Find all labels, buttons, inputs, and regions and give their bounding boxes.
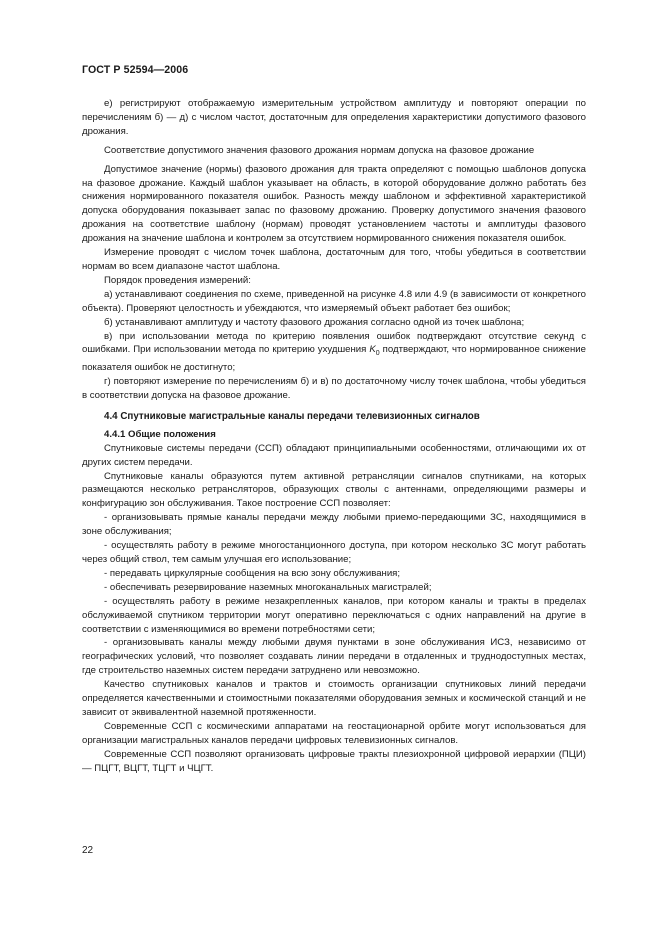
paragraph-jitter-norms: Допустимое значение (нормы) фазового дрожания для тракта определяют с помощью шаблонов допуска на фазовое дрожание. Каждый шаблон указывает на область, в которой оборудование должно работать без снижения нормированного показателя ошибок. Разность между шаблоном и эффективной характеристикой допуска оборудования показывает запас по фазовому дрожанию. Проверку допустимого значения фазового дрожания на соответствие шаблону (нормам) проводят установлением частоты и амплитуды фазового дрожания на значение шаблона и контролем за отсутствием нормированного снижения показателя ошибок. [82,163,586,245]
k-symbol: K [369,344,376,356]
paragraph-procedure-title: Порядок проведения измерений: [104,274,251,286]
page-content [82,97,586,776]
list-item-step-a: а) устанавливают соединения по схеме, приведенной на рисунке 4.8 или 4.9 (в зависимости от конкретного объекта). Проверяют целостность и убеждаются, что измеряемый объект работает без ошибок; [82,288,586,314]
paragraph-compliance-title: Соответствие допустимого значения фазового дрожания нормам допуска на фазовое дрожание [104,144,535,156]
paragraph-ssp-features: Спутниковые системы передачи (ССП) обладают принципиальными особенностями, отличающими их от других систем передачи. [82,442,586,468]
list-item-circular-messages: - передавать циркулярные сообщения на всю зону обслуживания; [104,567,401,579]
k-subscript: 0 [375,350,380,358]
page-number: 22 [82,845,94,856]
list-item-unassigned-channels: - осуществлять работу в режиме незакрепленных каналов, при котором каналы и тракты в пределах обслуживаемой спутником территории могут оперативно переключаться с одних направлений на другие в соответствии с изменяющимися во времени потребностями сети; [82,595,586,635]
list-item-multiple-access: - осуществлять работу в режиме многостанционного доступа, при котором несколько ЗС могут работать через общий ствол, тем самым улучшая его использование; [82,540,586,565]
step-v-text-start: в) при использовании метода по критерию появления ошибок подтверждают отсутствие секунд с ошибками. При использовании метода по критерию ухудшения [82,330,586,356]
paragraph-satellite-channels: Спутниковые каналы образуются путем активной ретрансляции сигналов спутниками, на которых размещаются несколько ретрансляторов, образующих стволы с антеннами, определяющими размеры и конфигурацию зон обслуживания. Такое построение ССП позволяет: [82,470,586,510]
list-item-direct-channels: - организовывать прямые каналы передачи между любыми приемо-передающими ЗС, находящимися в зоне обслуживания; [82,512,586,538]
subsection-heading-4-4-1: 4.4.1 Общие положения [104,428,216,440]
paragraph-geostationary: Современные ССП с космическими аппаратами на геостационарной орбите могут использоваться для организации магистральных каналов передачи цифровых телевизионных сигналов. [82,720,586,746]
list-item-any-points: - организовывать каналы между любыми двумя пунктами в зоне обслуживания ИСЗ, независимо от географических условий, что позволяет создавать линии передачи в отдаленных и труднодоступных местах, где строительство наземных систем передачи затруднено или невозможно. [82,637,586,677]
paragraph-step-e: е) регистрируют отображаемую измерительным устройством амплитуду и повторяют операции по перечислениям б) — д) с числом частот, достаточным для определения характеристики допустимого фазового дрожания. [82,98,586,137]
section-heading-4-4: 4.4 Спутниковые магистральные каналы передачи телевизионных сигналов [104,410,480,422]
step-v-text-end: подтверждают, что нормированное снижение показателя ошибок не достигнуто; [82,344,586,374]
paragraph-measurement-points: Измерение проводят с числом точек шаблона, достаточным для того, чтобы убедиться в соответствии нормам во всем диапазоне частот шаблона. [82,247,586,272]
paragraph-pdh-paths: Современные ССП позволяют организовать цифровые тракты плезиохронной цифровой иерархии (ПЦИ) — ПЦГТ, ВЦГТ, ТЦГТ и ЧЦГТ. [82,748,586,774]
list-item-step-b: б) устанавливают амплитуду и частоту фазового дрожания согласно одной из точек шаблона; [104,316,525,328]
paragraph-quality: Качество спутниковых каналов и трактов и стоимость организации спутниковых линий передачи определяется качественными и стоимостными показателями оборудования земных и космической станций и не зависит от эквивалентной наземной протяженности. [82,679,586,718]
list-item-backup: - обеспечивать резервирование наземных многоканальных магистралей; [104,581,432,593]
document-header: ГОСТ Р 52594—2006 [82,64,189,76]
list-item-step-g: г) повторяют измерение по перечислениям б) и в) по достаточному числу точек шаблона, чтобы убедиться в соответствии допуска на фазовое дрожание. [82,376,586,402]
list-item-step-v [82,330,586,376]
